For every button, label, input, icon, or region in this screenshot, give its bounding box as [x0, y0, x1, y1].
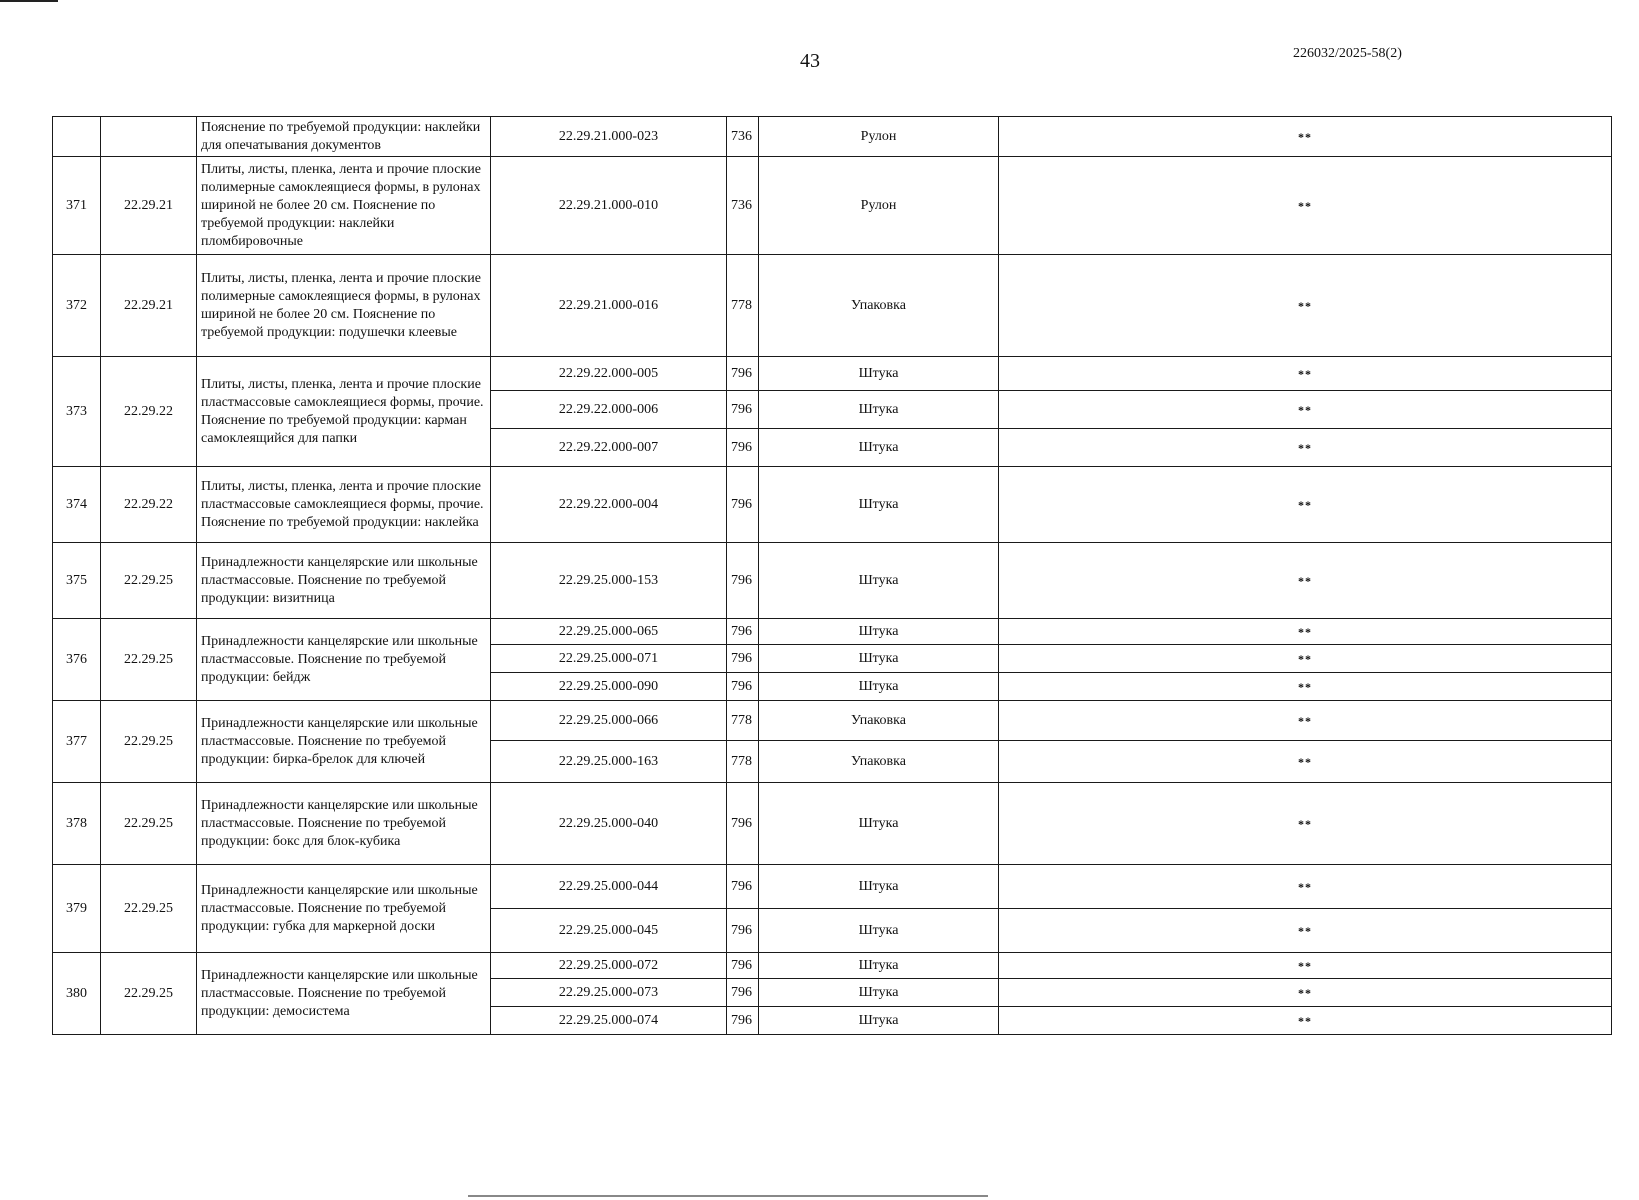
ktru-code-cell: 22.29.25.000-153	[491, 543, 727, 619]
procurement-table	[52, 116, 1612, 1035]
table-row	[53, 543, 1612, 619]
row-number-cell: 377	[53, 701, 101, 783]
ktru-code-cell: 22.29.21.000-023	[491, 117, 727, 157]
unit-of-measure-cell: Штука	[759, 391, 999, 429]
table-row	[53, 255, 1612, 357]
product-description-cell: Принадлежности канцелярские или школьные пластмассовые. Пояснение по требуемой продукции: визитница	[197, 543, 491, 619]
ktru-code-cell: 22.29.22.000-007	[491, 429, 727, 467]
table-row	[53, 865, 1612, 909]
ktru-code-cell: 22.29.25.000-163	[491, 741, 727, 783]
product-description-cell: Принадлежности канцелярские или школьные пластмассовые. Пояснение по требуемой продукции: бокс для блок-кубика	[197, 783, 491, 865]
scan-edge-mark	[0, 0, 58, 2]
unit-of-measure-cell: Штука	[759, 645, 999, 673]
ktru-code-cell: 22.29.22.000-005	[491, 357, 727, 391]
okei-code-cell: 796	[727, 909, 759, 953]
table-body	[53, 117, 1612, 1035]
okei-code-cell: 736	[727, 157, 759, 255]
row-number-cell: 378	[53, 783, 101, 865]
asterisk-mark-cell: **	[999, 953, 1612, 979]
unit-of-measure-cell: Штука	[759, 953, 999, 979]
okpd2-code-cell: 22.29.25	[101, 953, 197, 1035]
ktru-code-cell: 22.29.25.000-072	[491, 953, 727, 979]
row-number-cell: 379	[53, 865, 101, 953]
okei-code-cell: 796	[727, 645, 759, 673]
table-row	[53, 619, 1612, 645]
unit-of-measure-cell: Штука	[759, 543, 999, 619]
ktru-code-cell: 22.29.22.000-004	[491, 467, 727, 543]
asterisk-mark-cell: **	[999, 783, 1612, 865]
unit-of-measure-cell: Рулон	[759, 157, 999, 255]
okpd2-code-cell: 22.29.21	[101, 157, 197, 255]
okpd2-code-cell	[101, 117, 197, 157]
asterisk-mark-cell: **	[999, 741, 1612, 783]
okei-code-cell: 736	[727, 117, 759, 157]
unit-of-measure-cell: Упаковка	[759, 741, 999, 783]
asterisk-mark-cell: **	[999, 157, 1612, 255]
okei-code-cell: 796	[727, 391, 759, 429]
okpd2-code-cell: 22.29.25	[101, 701, 197, 783]
table-row	[53, 783, 1612, 865]
unit-of-measure-cell: Штука	[759, 783, 999, 865]
product-description-cell: Пояснение по требуемой продукции: наклейки для опечатывания документов	[197, 117, 491, 157]
ktru-code-cell: 22.29.25.000-040	[491, 783, 727, 865]
okei-code-cell: 796	[727, 673, 759, 701]
asterisk-mark-cell: **	[999, 467, 1612, 543]
unit-of-measure-cell: Рулон	[759, 117, 999, 157]
unit-of-measure-cell: Штука	[759, 909, 999, 953]
product-description-cell: Принадлежности канцелярские или школьные пластмассовые. Пояснение по требуемой продукции: бейдж	[197, 619, 491, 701]
product-description-cell: Принадлежности канцелярские или школьные пластмассовые. Пояснение по требуемой продукции: бирка-брелок для ключей	[197, 701, 491, 783]
okei-code-cell: 796	[727, 543, 759, 619]
product-description-cell: Принадлежности канцелярские или школьные пластмассовые. Пояснение по требуемой продукции: губка для маркерной доски	[197, 865, 491, 953]
unit-of-measure-cell: Штука	[759, 619, 999, 645]
okei-code-cell: 796	[727, 865, 759, 909]
ktru-code-cell: 22.29.25.000-073	[491, 979, 727, 1007]
row-number-cell: 375	[53, 543, 101, 619]
asterisk-mark-cell: **	[999, 673, 1612, 701]
okei-code-cell: 796	[727, 467, 759, 543]
unit-of-measure-cell: Штука	[759, 429, 999, 467]
unit-of-measure-cell: Штука	[759, 1007, 999, 1035]
product-description-cell: Плиты, листы, пленка, лента и прочие плоские пластмассовые самоклеящиеся формы, прочие. Пояснение по требуемой продукции: наклейка	[197, 467, 491, 543]
product-description-cell: Принадлежности канцелярские или школьные пластмассовые. Пояснение по требуемой продукции: демосистема	[197, 953, 491, 1035]
table-row	[53, 357, 1612, 391]
row-number-cell: 376	[53, 619, 101, 701]
table-row	[53, 157, 1612, 255]
ktru-code-cell: 22.29.25.000-090	[491, 673, 727, 701]
unit-of-measure-cell: Штука	[759, 467, 999, 543]
scan-edge-mark-bottom	[468, 1195, 988, 1197]
ktru-code-cell: 22.29.25.000-071	[491, 645, 727, 673]
row-number-cell: 372	[53, 255, 101, 357]
okpd2-code-cell: 22.29.25	[101, 543, 197, 619]
table-row	[53, 467, 1612, 543]
okpd2-code-cell: 22.29.22	[101, 357, 197, 467]
table-row	[53, 701, 1612, 741]
okei-code-cell: 796	[727, 429, 759, 467]
document-number: 226032/2025-58(2)	[1293, 46, 1402, 61]
unit-of-measure-cell: Штука	[759, 865, 999, 909]
ktru-code-cell: 22.29.25.000-045	[491, 909, 727, 953]
unit-of-measure-cell: Штука	[759, 357, 999, 391]
asterisk-mark-cell: **	[999, 909, 1612, 953]
page-number: 43	[800, 50, 820, 72]
okpd2-code-cell: 22.29.25	[101, 865, 197, 953]
asterisk-mark-cell: **	[999, 357, 1612, 391]
okei-code-cell: 796	[727, 953, 759, 979]
okei-code-cell: 796	[727, 619, 759, 645]
unit-of-measure-cell: Упаковка	[759, 701, 999, 741]
ktru-code-cell: 22.29.25.000-065	[491, 619, 727, 645]
table-row	[53, 953, 1612, 979]
unit-of-measure-cell: Штука	[759, 979, 999, 1007]
asterisk-mark-cell: **	[999, 543, 1612, 619]
asterisk-mark-cell: **	[999, 1007, 1612, 1035]
okei-code-cell: 796	[727, 1007, 759, 1035]
asterisk-mark-cell: **	[999, 701, 1612, 741]
asterisk-mark-cell: **	[999, 117, 1612, 157]
unit-of-measure-cell: Штука	[759, 673, 999, 701]
ktru-code-cell: 22.29.21.000-016	[491, 255, 727, 357]
okei-code-cell: 778	[727, 255, 759, 357]
ktru-code-cell: 22.29.21.000-010	[491, 157, 727, 255]
ktru-code-cell: 22.29.25.000-066	[491, 701, 727, 741]
okei-code-cell: 778	[727, 701, 759, 741]
ktru-code-cell: 22.29.25.000-044	[491, 865, 727, 909]
okpd2-code-cell: 22.29.25	[101, 783, 197, 865]
okei-code-cell: 796	[727, 783, 759, 865]
okpd2-code-cell: 22.29.22	[101, 467, 197, 543]
ktru-code-cell: 22.29.22.000-006	[491, 391, 727, 429]
okei-code-cell: 796	[727, 357, 759, 391]
okpd2-code-cell: 22.29.21	[101, 255, 197, 357]
asterisk-mark-cell: **	[999, 645, 1612, 673]
unit-of-measure-cell: Упаковка	[759, 255, 999, 357]
product-description-cell: Плиты, листы, пленка, лента и прочие плоские полимерные самоклеящиеся формы, в рулонах шириной не более 20 см. Пояснение по требуемой продукции: наклейки пломбировочные	[197, 157, 491, 255]
asterisk-mark-cell: **	[999, 391, 1612, 429]
asterisk-mark-cell: **	[999, 255, 1612, 357]
row-number-cell: 371	[53, 157, 101, 255]
okpd2-code-cell: 22.29.25	[101, 619, 197, 701]
asterisk-mark-cell: **	[999, 865, 1612, 909]
row-number-cell: 374	[53, 467, 101, 543]
okei-code-cell: 796	[727, 979, 759, 1007]
row-number-cell	[53, 117, 101, 157]
row-number-cell: 373	[53, 357, 101, 467]
product-description-cell: Плиты, листы, пленка, лента и прочие плоские полимерные самоклеящиеся формы, в рулонах шириной не более 20 см. Пояснение по требуемой продукции: подушечки клеевые	[197, 255, 491, 357]
row-number-cell: 380	[53, 953, 101, 1035]
table-row	[53, 117, 1612, 157]
ktru-code-cell: 22.29.25.000-074	[491, 1007, 727, 1035]
asterisk-mark-cell: **	[999, 979, 1612, 1007]
okei-code-cell: 778	[727, 741, 759, 783]
asterisk-mark-cell: **	[999, 429, 1612, 467]
product-description-cell: Плиты, листы, пленка, лента и прочие плоские пластмассовые самоклеящиеся формы, прочие. Пояснение по требуемой продукции: карман самоклеящийся для папки	[197, 357, 491, 467]
asterisk-mark-cell: **	[999, 619, 1612, 645]
